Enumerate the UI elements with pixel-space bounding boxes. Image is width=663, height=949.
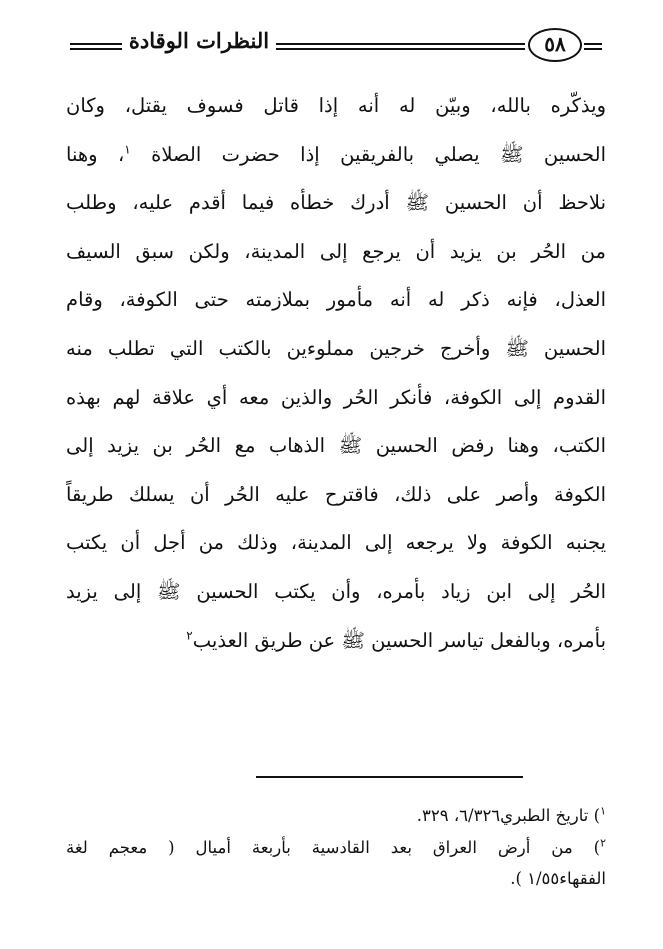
footnote-ref-1: ١ [124, 142, 131, 157]
footnote-1-mark: ١ [600, 804, 606, 818]
text-line-2 [66, 131, 606, 180]
text-line-6: الحسين ﷺ وأخرج خرجين مملوءين بالكتب التي تطلب منه [66, 336, 606, 360]
header-rule-left [70, 43, 122, 50]
text-line-4: من الحُر بن يزيد أن يرجع إلى المدينة، ولكن سبق السيف [66, 239, 606, 263]
footnote-2-line-2: الفقهاء١/٥٥ ). [510, 869, 606, 888]
text-line-11: الحُر إلى ابن زياد بأمره، وأن يكتب الحسين ﷺ إلى يزيد [66, 579, 606, 603]
text-line-2-tail: ، وهنا [66, 142, 125, 166]
text-line-8: الكتب، وهنا رفض الحسين ﷺ الذهاب مع الحُر بن يزيد إلى [66, 434, 606, 458]
text-line-10: يجنبه الكوفة ولا يرجعه إلى المدينة، وذلك من أجل أن يكتب [66, 531, 606, 555]
text-line-12-main: بأمره، وبالفعل تياسر الحسين ﷺ عن طريق العذيب [192, 628, 606, 652]
text-line-12 [66, 617, 606, 666]
footnote-ref-2: ٢ [186, 628, 193, 643]
footnote-2-text: ) من أرض العراق بعد القادسية بأربعة أميال ( معجم لغة [66, 837, 601, 857]
text-line-5: العذل، فإنه ذكر له أنه مأمور بملازمته حتى الكوفة، وقام [66, 288, 606, 312]
footnote-2-line-1 [66, 832, 606, 864]
text-line-3: نلاحظ أن الحسين ﷺ أدرك خطأه فيما أقدم عليه، وطلب [66, 191, 606, 215]
text-line-7: القدوم إلى الكوفة، فأنكر الحُر والذين معه أي علاقة لهم بهذه [66, 385, 606, 409]
footnote-separator [256, 776, 523, 778]
footnote-2-mark: ٢ [600, 836, 606, 849]
text-line-9: الكوفة وأصر على ذلك، فاقترح عليه الحُر أن يسلك طريقاً [66, 482, 606, 506]
text-line-2-main: الحسين ﷺ يصلي بالفريقين إذا حضرت الصلاة [151, 142, 606, 166]
text-line-1: ويذكّره بالله، وبيّن له أنه إذا قاتل فسوف يقتل، وكان [66, 94, 606, 117]
footnote-1 [66, 800, 606, 832]
page-header [62, 22, 602, 72]
header-rule-middle [276, 43, 525, 50]
footnote-1-text: ) تاريخ الطبري٦/٣٢٦، ٣٢٩. [416, 806, 601, 825]
page-number: ٥٨ [528, 28, 582, 62]
header-rule-right [584, 43, 602, 50]
running-title: النظرات الوقادة [128, 28, 270, 53]
body-text [66, 82, 606, 665]
footnotes [66, 800, 606, 895]
